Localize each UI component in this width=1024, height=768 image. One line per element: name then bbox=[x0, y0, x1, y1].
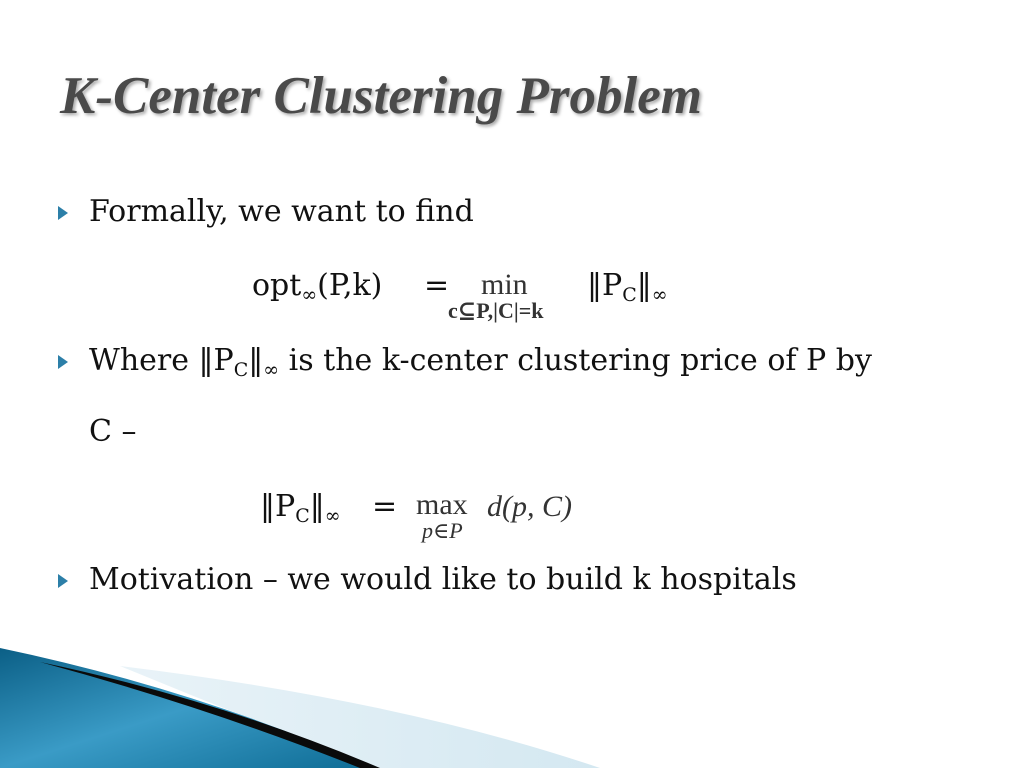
distance-function: d(p, C) bbox=[487, 490, 572, 523]
norm-subscript: C bbox=[295, 505, 310, 527]
norm-close: ‖ bbox=[636, 268, 652, 303]
bullet-text: Motivation – we would like to build k hospitals bbox=[89, 562, 797, 597]
infinity-subscript: ∞ bbox=[324, 505, 341, 527]
equals-sign: = bbox=[424, 268, 450, 303]
min-condition: c⊆P,|C|=k bbox=[448, 298, 544, 323]
bullet-continuation-text: C – bbox=[89, 414, 137, 449]
opt-args: (P,k) bbox=[317, 268, 383, 303]
max-label: max bbox=[416, 488, 468, 521]
bullet-text: Where $‖P_C‖_\infty$ is the k-center clustering price of P by bbox=[89, 343, 872, 381]
infinity-subscript: ∞ bbox=[651, 284, 668, 306]
slide-title: K-Center Clustering Problem bbox=[60, 67, 702, 125]
norm-symbol: ‖P bbox=[587, 268, 623, 303]
max-condition: p∈P bbox=[422, 518, 463, 543]
norm-close: ‖ bbox=[309, 489, 325, 524]
opt-symbol: opt bbox=[252, 268, 302, 303]
equals-sign: = bbox=[372, 489, 398, 524]
norm-subscript: C bbox=[622, 284, 637, 306]
min-label: min bbox=[481, 268, 528, 301]
norm-symbol: ‖P bbox=[260, 489, 296, 524]
infinity-subscript: ∞ bbox=[301, 284, 318, 306]
bullet-text: Formally, we want to find bbox=[89, 194, 474, 229]
